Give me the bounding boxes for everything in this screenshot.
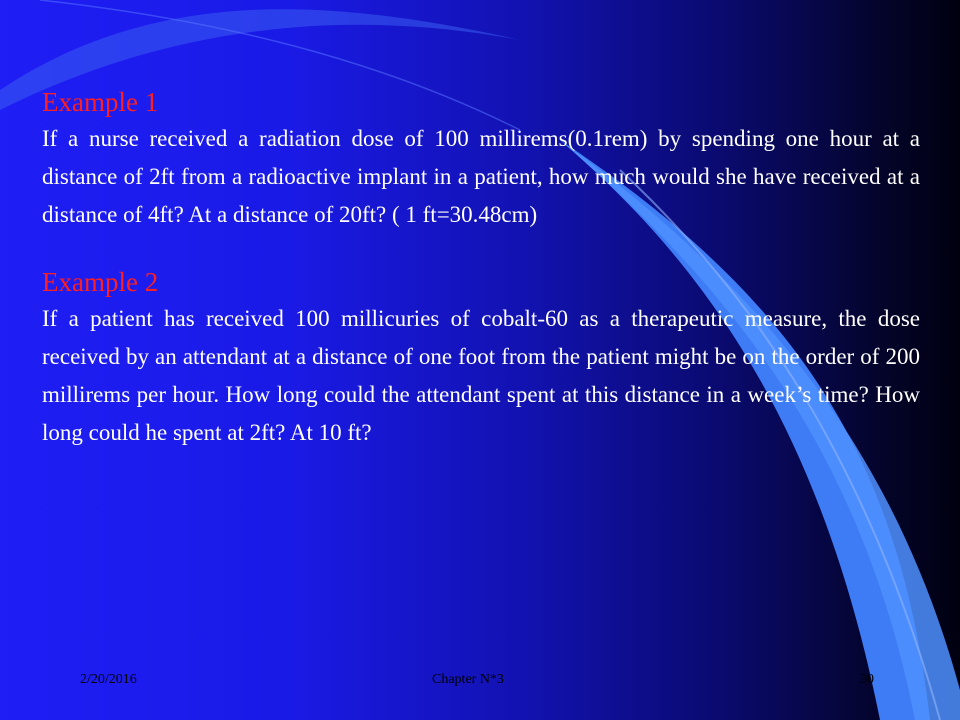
example-1-title: Example 1: [42, 87, 159, 117]
slide-content: [42, 84, 920, 452]
example-2-title: Example 2: [42, 267, 159, 297]
footer-chapter: Chapter N*3: [432, 672, 504, 687]
example-2: [42, 264, 920, 452]
example-1-text: If a nurse received a radiation dose of 100 millirems(0.1rem) by spending one hour at a distance of 2ft from a radioactive implant in a patient, how much would she have received at a distance of 4ft? At a distance of 20ft? ( 1 ft=30.48cm): [42, 126, 920, 227]
example-2-text: If a patient has received 100 millicuries of cobalt-60 as a therapeutic measure, the dose received by an attendant at a distance of one foot from the patient might be on the order of 200 millirems per hour. How long could the attendant spent at this distance in a week’s time? How long could he spent at 2ft? At 10 ft?: [42, 306, 920, 445]
footer-date: 2/20/2016: [80, 672, 137, 687]
example-1: [42, 84, 920, 234]
footer-page-number: 30: [860, 672, 874, 687]
